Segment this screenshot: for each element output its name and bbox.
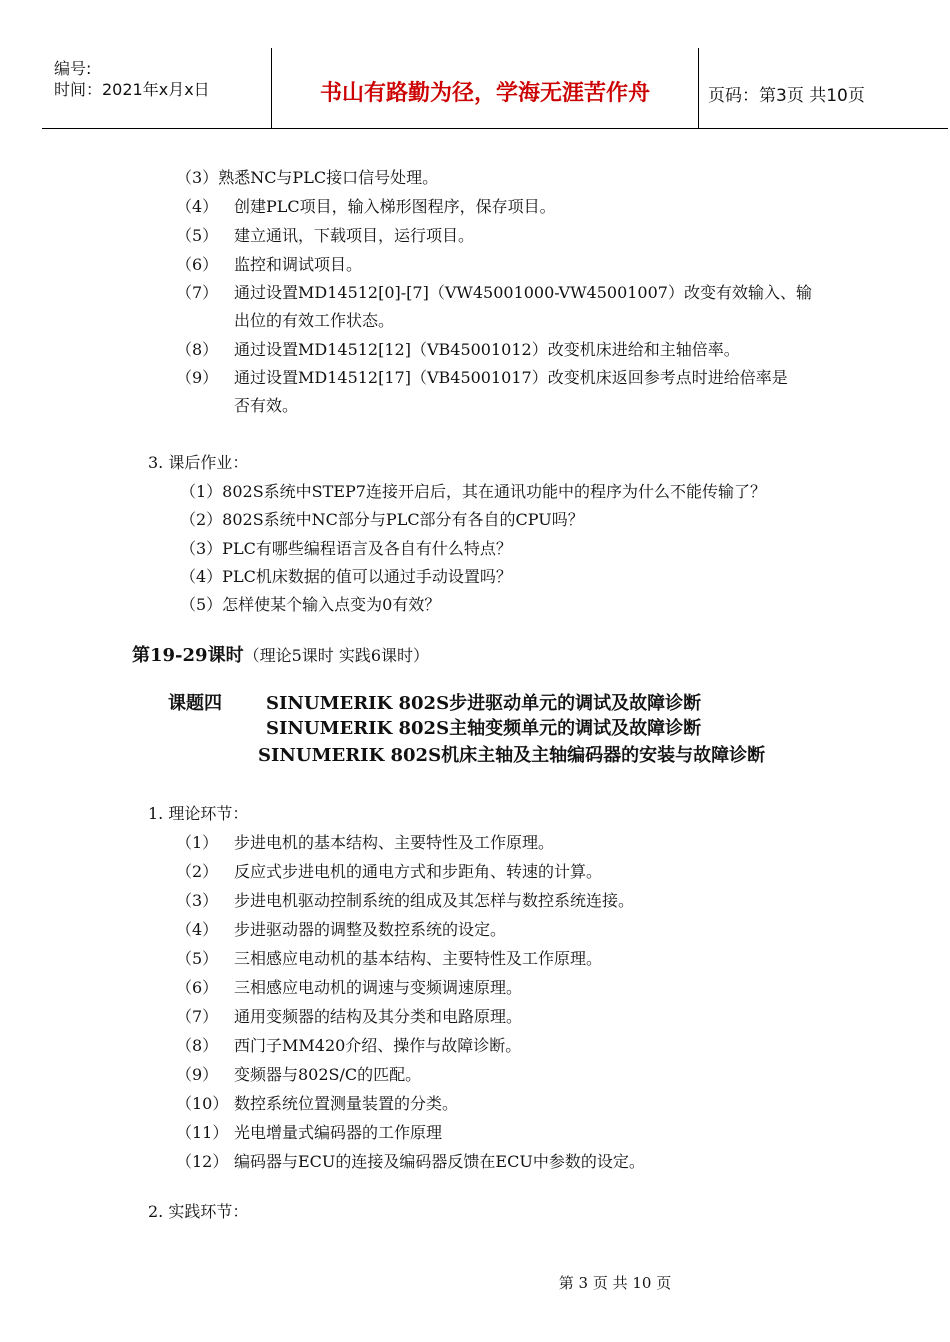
theory-heading: 1. 理论环节： <box>148 804 249 823</box>
time-label: 时间：2021年x月x日 <box>54 80 210 99</box>
list-item: （4）PLC机床数据的值可以通过手动设置吗？ <box>180 567 512 586</box>
lesson-heading <box>132 646 429 666</box>
header-meta <box>54 58 274 100</box>
header-divider <box>698 48 699 128</box>
list-item-continuation: 否有效。 <box>234 396 299 415</box>
topic-line: SINUMERIK 802S主轴变频单元的调试及故障诊断 <box>266 718 702 739</box>
lesson-note: （理论5课时 实践6课时） <box>243 646 430 665</box>
list-item: （3）熟悉NC与PLC接口信号处理。 <box>176 168 439 187</box>
topic-label: 课题四 <box>168 693 222 714</box>
homework-heading: 3. 课后作业： <box>148 453 249 472</box>
list-item: （1）802S系统中STEP7连接开启后，其在通讯功能中的程序为什么不能传输了？ <box>180 482 766 501</box>
header-motto: 书山有路勤为径，学海无涯苦作舟 <box>319 81 650 106</box>
list-item: （3）PLC有哪些编程语言及各自有什么特点？ <box>180 539 512 558</box>
list-item: （5）怎样使某个输入点变为0有效？ <box>180 595 441 614</box>
page-footer: 第 3 页 共 10 页 <box>558 1274 672 1292</box>
list-item: （2）802S系统中NC部分与PLC部分有各自的CPU吗？ <box>180 510 584 529</box>
lesson-title: 第19-29课时 <box>132 645 244 666</box>
page-header <box>42 48 948 129</box>
topic-line: SINUMERIK 802S步进驱动单元的调试及故障诊断 <box>266 693 702 714</box>
list-item-continuation: 出位的有效工作状态。 <box>234 311 395 330</box>
number-label: 编号: <box>54 59 92 78</box>
header-page-info: 页码：第3页 共10页 <box>708 86 865 106</box>
practice-heading: 2. 实践环节： <box>148 1202 249 1221</box>
topic-line: SINUMERIK 802S机床主轴及主轴编码器的安装与故障诊断 <box>258 745 766 766</box>
